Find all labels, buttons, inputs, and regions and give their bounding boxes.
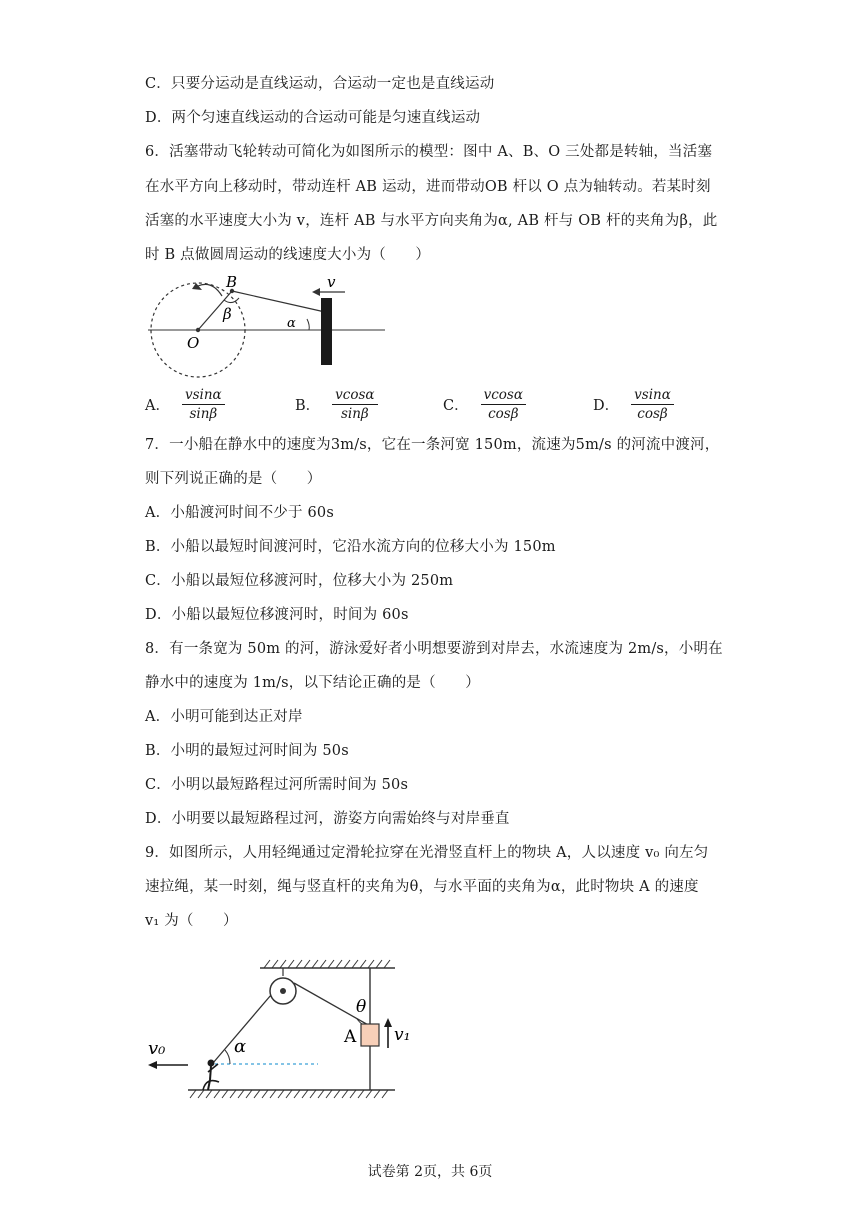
label-alpha: α bbox=[287, 316, 296, 331]
q8-option-b: B．小明的最短过河时间为 50s bbox=[145, 743, 349, 759]
label-b: B bbox=[226, 273, 238, 291]
q7-option-d: D．小船以最短位移渡河时，时间为 60s bbox=[145, 607, 409, 623]
q6-option-c: C． $\frac{vcos\alpha}{\cos\beta}$ bbox=[443, 384, 526, 424]
label-beta: β bbox=[223, 305, 232, 323]
q6-stem-line-3: 活塞的水平速度大小为 v，连杆 AB 与水平方向夹角为α, AB 杆与 OB 杆的夹角为β，此 bbox=[145, 213, 718, 229]
q6-option-c-fraction: $\frac{vcos\alpha}{\cos\beta}$ bbox=[481, 387, 526, 422]
label-v: v bbox=[327, 273, 336, 291]
q6-option-d: D． $\frac{vsin\alpha}{\cos\beta}$ bbox=[593, 384, 674, 424]
q8-stem-line-2: 静水中的速度为 1m/s，以下结论正确的是（ ） bbox=[145, 675, 480, 691]
page-footer: 试卷第 2页，共 6页 bbox=[367, 1164, 493, 1180]
q9-stem-line-3: v₁ 为（ ） bbox=[145, 913, 238, 929]
q8-option-d: D．小明要以最短路程过河，游姿方向需始终与对岸垂直 bbox=[145, 811, 510, 827]
q7-option-a: A．小船渡河时间不少于 60s bbox=[145, 505, 334, 521]
q6-piston-flywheel-figure bbox=[140, 268, 400, 378]
label-theta: θ bbox=[356, 997, 367, 1017]
q6-stem-line-1: 6．活塞带动飞轮转动可简化为如图所示的模型：图中 A、B、O 三处都是转轴，当活塞 bbox=[145, 144, 713, 160]
q9-pulley-figure bbox=[140, 950, 410, 1100]
rotation-arrow-icon bbox=[198, 284, 222, 296]
q6-option-b: B． $\frac{vcos\alpha}{\sin\beta}$ bbox=[295, 384, 378, 424]
q9-stem-line-2: 速拉绳，某一时刻，绳与竖直杆的夹角为θ，与水平面的夹角为α，此时物块 A 的速度 bbox=[145, 879, 699, 895]
q6-stem-line-4: 时 B 点做圆周运动的线速度大小为（ ） bbox=[145, 247, 431, 263]
q7-option-b: B．小船以最短时间渡河时，它沿水流方向的位移大小为 150m bbox=[145, 539, 556, 555]
block-a bbox=[361, 1024, 379, 1046]
piston-block bbox=[321, 298, 332, 365]
label-a: A bbox=[344, 1027, 357, 1047]
q5-option-d: D．两个匀速直线运动的合运动可能是匀速直线运动 bbox=[145, 110, 481, 126]
q7-stem-line-2: 则下列说正确的是（ ） bbox=[145, 471, 322, 487]
q6-option-b-fraction: $\frac{vcos\alpha}{\sin\beta}$ bbox=[332, 387, 377, 422]
q6-option-d-fraction: $\frac{vsin\alpha}{\cos\beta}$ bbox=[631, 387, 674, 422]
label-v1: v₁ bbox=[394, 1025, 410, 1045]
label-v0: v₀ bbox=[148, 1038, 166, 1059]
q6-option-a: A． $\frac{vsin\alpha}{\sin\beta}$ bbox=[145, 384, 225, 424]
q8-stem-line-1: 8．有一条宽为 50m 的河，游泳爱好者小明想要游到对岸去，水流速度为 2m/s，小明在 bbox=[145, 641, 723, 657]
q7-option-c: C．小船以最短位移渡河时，位移大小为 250m bbox=[145, 573, 454, 589]
label-o: O bbox=[187, 334, 200, 352]
q6-option-a-fraction: $\frac{vsin\alpha}{\sin\beta}$ bbox=[182, 387, 225, 422]
label-alpha: α bbox=[234, 1036, 247, 1057]
q6-options bbox=[145, 384, 705, 424]
q6-stem-line-2: 在水平方向上移动时，带动连杆 AB 运动，进而带动OB 杆以 O 点为轴转动。若某时刻 bbox=[145, 179, 711, 195]
q5-option-c: C．只要分运动是直线运动，合运动一定也是直线运动 bbox=[145, 76, 495, 92]
q8-option-a: A．小明可能到达正对岸 bbox=[145, 709, 303, 725]
q8-option-c: C．小明以最短路程过河所需时间为 50s bbox=[145, 777, 409, 793]
q7-stem-line-1: 7．一小船在静水中的速度为3m/s，它在一条河宽 150m，流速为5m/s 的河流中渡河， bbox=[145, 437, 720, 453]
rod-ab bbox=[232, 291, 325, 312]
q9-stem-line-1: 9．如图所示，人用轻绳通过定滑轮拉穿在光滑竖直杆上的物块 A，人以速度 v₀ 向左匀 bbox=[145, 845, 709, 861]
